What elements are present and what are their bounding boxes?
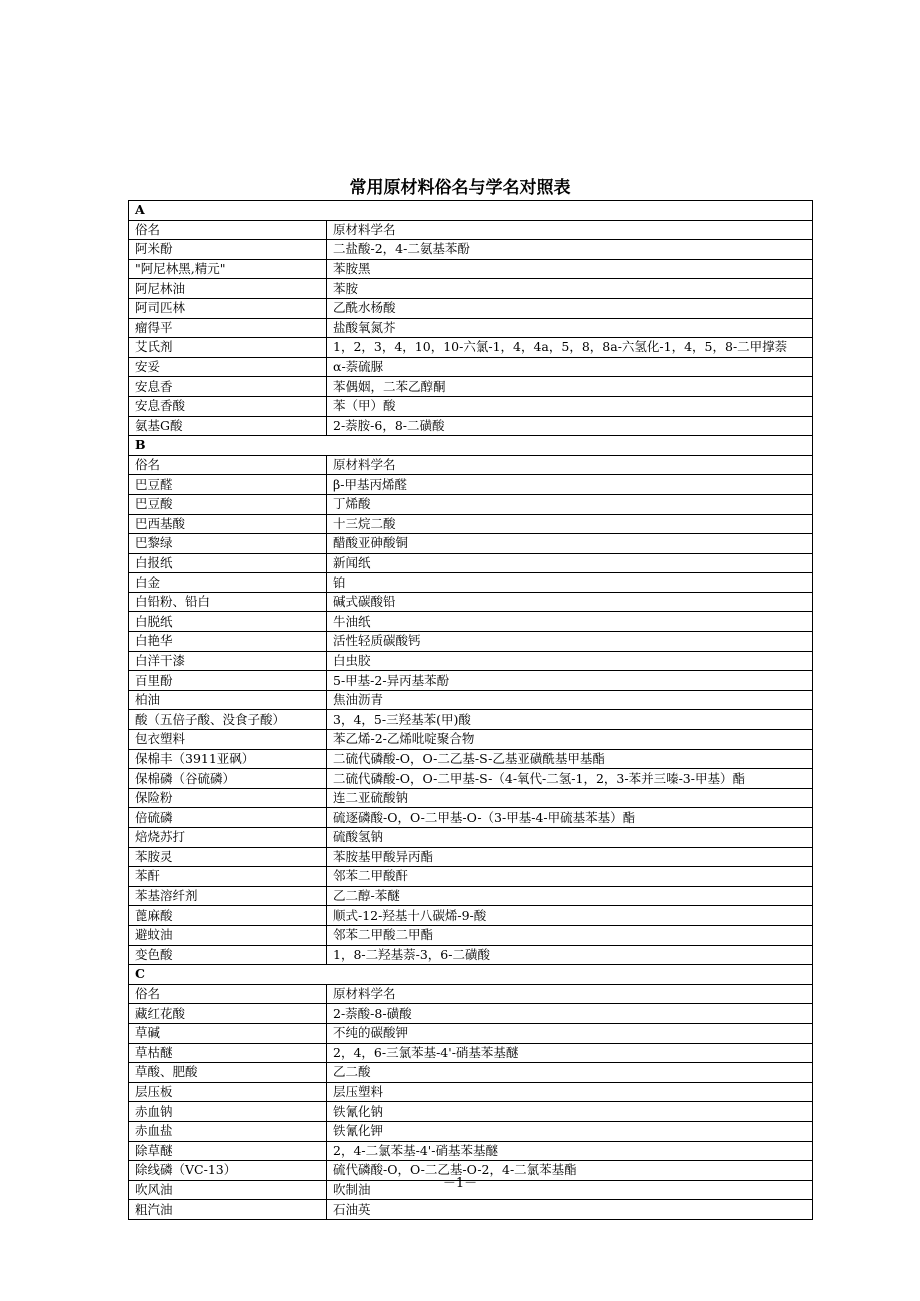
scientific-name-cell: 新闻纸 [327,553,813,573]
common-name-cell: 苯酐 [129,867,327,887]
table-row [129,1141,813,1161]
scientific-name-cell: 1，2，3，4，10，10-六氯-1，4，4a，5，8，8a-六氢化-1，4，5，8-二甲撑萘 [327,338,813,358]
common-name-cell: 巴黎绿 [129,534,327,554]
scientific-name-cell: 苯胺黑 [327,259,813,279]
common-name-cell: 焙烧苏打 [129,828,327,848]
scientific-name-cell: 乙酰水杨酸 [327,298,813,318]
common-name-cell: 苯胺灵 [129,847,327,867]
common-name-cell: 安妥 [129,357,327,377]
header-scientific-name: 原材料学名 [327,455,813,475]
common-name-cell: 百里酚 [129,671,327,691]
table-row [129,553,813,573]
table-row [129,925,813,945]
table-row [129,1102,813,1122]
table-row [129,867,813,887]
common-name-cell: 酸（五倍子酸、没食子酸） [129,710,327,730]
scientific-name-cell: 2-萘胺-6，8-二磺酸 [327,416,813,436]
section-letter: B [129,436,813,456]
scientific-name-cell: 醋酸亚砷酸铜 [327,534,813,554]
common-name-cell: 白报纸 [129,553,327,573]
scientific-name-cell: 白虫胶 [327,651,813,671]
common-name-cell: 柏油 [129,690,327,710]
scientific-name-cell: 苯胺 [327,279,813,299]
table-row [129,730,813,750]
table-row [129,592,813,612]
common-name-cell: 赤血盐 [129,1121,327,1141]
column-header-row [129,220,813,240]
scientific-name-cell: 硫酸氢钠 [327,828,813,848]
scientific-name-cell: 2，4，6-三氯苯基-4'-硝基苯基醚 [327,1043,813,1063]
table-row [129,416,813,436]
common-name-cell: 蓖麻酸 [129,906,327,926]
scientific-name-cell: 丁烯酸 [327,494,813,514]
common-name-cell: 巴豆酸 [129,494,327,514]
common-name-cell: 包衣塑料 [129,730,327,750]
common-name-cell: 白洋干漆 [129,651,327,671]
common-name-cell: 瘤得平 [129,318,327,338]
common-name-cell: 粗汽油 [129,1200,327,1220]
common-name-cell: 白艳华 [129,632,327,652]
table-row [129,279,813,299]
table-row [129,1004,813,1024]
scientific-name-cell: 铁氰化钠 [327,1102,813,1122]
common-name-cell: 草碱 [129,1023,327,1043]
scientific-name-cell: 1，8-二羟基萘-3，6-二磺酸 [327,945,813,965]
scientific-name-cell: 铁氰化钾 [327,1121,813,1141]
common-name-cell: "阿尼林黑,精元" [129,259,327,279]
table-row [129,318,813,338]
common-name-cell: 白脱纸 [129,612,327,632]
column-header-row [129,984,813,1004]
table-row [129,1200,813,1220]
common-name-cell: 变色酸 [129,945,327,965]
common-name-cell: 艾氏剂 [129,338,327,358]
common-name-cell: 安息香酸 [129,396,327,416]
table-row [129,710,813,730]
table-row [129,514,813,534]
scientific-name-cell: 二硫代磷酸-O，O-二甲基-S-（4-氧代-二氢-1，2，3-苯并三嗪-3-甲基）酯 [327,769,813,789]
table-row [129,886,813,906]
scientific-name-cell: 二盐酸-2，4-二氨基苯酚 [327,240,813,260]
table-row [129,749,813,769]
column-header-row [129,455,813,475]
table-row [129,945,813,965]
table-row [129,240,813,260]
common-name-cell: 层压板 [129,1082,327,1102]
scientific-name-cell: 乙二醇-苯醚 [327,886,813,906]
scientific-name-cell: 层压塑料 [327,1082,813,1102]
table-row [129,808,813,828]
common-name-cell: 苯基溶纤剂 [129,886,327,906]
table-row [129,1043,813,1063]
scientific-name-cell: 碱式碳酸铅 [327,592,813,612]
header-common-name: 俗名 [129,984,327,1004]
common-name-cell: 氨基G酸 [129,416,327,436]
scientific-name-cell: β-甲基丙烯醛 [327,475,813,495]
common-name-cell: 巴西基酸 [129,514,327,534]
scientific-name-cell: 苯胺基甲酸异丙酯 [327,847,813,867]
scientific-name-cell: 顺式-12-羟基十八碳烯-9-酸 [327,906,813,926]
name-table [128,200,813,1220]
scientific-name-cell: 乙二酸 [327,1063,813,1083]
scientific-name-cell: 3，4，5-三羟基苯(甲)酸 [327,710,813,730]
scientific-name-cell: 苯偶姻，二苯乙醇酮 [327,377,813,397]
scientific-name-cell: 2，4-二氯苯基-4'-硝基苯基醚 [327,1141,813,1161]
common-name-cell: 阿司匹林 [129,298,327,318]
common-name-cell: 阿米酚 [129,240,327,260]
scientific-name-cell: 石油英 [327,1200,813,1220]
common-name-cell: 除草醚 [129,1141,327,1161]
common-name-cell: 保险粉 [129,788,327,808]
header-common-name: 俗名 [129,220,327,240]
header-common-name: 俗名 [129,455,327,475]
common-name-cell: 白金 [129,573,327,593]
section-row [129,436,813,456]
table-row [129,259,813,279]
common-name-cell: 吹风油 [129,1180,327,1200]
scientific-name-cell: 铂 [327,573,813,593]
table-row [129,769,813,789]
common-name-cell: 藏红花酸 [129,1004,327,1024]
table-row [129,788,813,808]
common-name-cell: 保棉磷（谷硫磷） [129,769,327,789]
common-name-cell: 草枯醚 [129,1043,327,1063]
scientific-name-cell: 苯（甲）酸 [327,396,813,416]
scientific-name-cell: 邻苯二甲酸二甲酯 [327,925,813,945]
table-row [129,396,813,416]
page-number: －1－ [442,1176,478,1191]
header-scientific-name: 原材料学名 [327,220,813,240]
scientific-name-cell: 5-甲基-2-异丙基苯酚 [327,671,813,691]
table-row [129,494,813,514]
common-name-cell: 倍硫磷 [129,808,327,828]
table-row [129,1023,813,1043]
table-row [129,1063,813,1083]
table-row [129,534,813,554]
common-name-cell: 巴豆醛 [129,475,327,495]
table-row [129,690,813,710]
scientific-name-cell: 连二亚硫酸钠 [327,788,813,808]
table-row [129,847,813,867]
common-name-cell: 阿尼林油 [129,279,327,299]
scientific-name-cell: 焦油沥青 [327,690,813,710]
table-row [129,475,813,495]
section-row [129,965,813,985]
table-row [129,1082,813,1102]
scientific-name-cell: 吹制油 [327,1180,813,1200]
scientific-name-cell: 十三烷二酸 [327,514,813,534]
section-letter: C [129,965,813,985]
table-row [129,1121,813,1141]
common-name-cell: 赤血钠 [129,1102,327,1122]
scientific-name-cell: 邻苯二甲酸酐 [327,867,813,887]
table-row [129,377,813,397]
table-row [129,632,813,652]
common-name-cell: 除线磷（VC-13） [129,1161,327,1181]
table-row [129,651,813,671]
table-row [129,828,813,848]
table-row [129,338,813,358]
section-row [129,201,813,221]
section-letter: A [129,201,813,221]
table-row [129,612,813,632]
header-scientific-name: 原材料学名 [327,984,813,1004]
scientific-name-cell: 不纯的碳酸钾 [327,1023,813,1043]
scientific-name-cell: 2-萘酸-8-磺酸 [327,1004,813,1024]
common-name-cell: 安息香 [129,377,327,397]
scientific-name-cell: 盐酸氧氮芥 [327,318,813,338]
scientific-name-cell: 苯乙烯-2-乙烯吡啶聚合物 [327,730,813,750]
scientific-name-cell: 牛油纸 [327,612,813,632]
scientific-name-cell: 活性轻质碳酸钙 [327,632,813,652]
scientific-name-cell: 硫代磷酸-O，O-二乙基-O-2，4-二氯苯基酯 [327,1161,813,1181]
table-row [129,573,813,593]
page-title: 常用原材料俗名与学名对照表 [349,178,571,198]
common-name-cell: 草酸、肥酸 [129,1063,327,1083]
common-name-cell: 白铅粉、铅白 [129,592,327,612]
common-name-cell: 避蚊油 [129,925,327,945]
common-name-cell: 保棉丰（3911亚砜） [129,749,327,769]
scientific-name-cell: 二硫代磷酸-O，O-二乙基-S-乙基亚磺酰基甲基酯 [327,749,813,769]
table-row [129,298,813,318]
scientific-name-cell: α-萘硫脲 [327,357,813,377]
table-row [129,357,813,377]
table-row [129,671,813,691]
scientific-name-cell: 硫逐磷酸-O，O-二甲基-O-（3-甲基-4-甲硫基苯基）酯 [327,808,813,828]
table-row [129,906,813,926]
